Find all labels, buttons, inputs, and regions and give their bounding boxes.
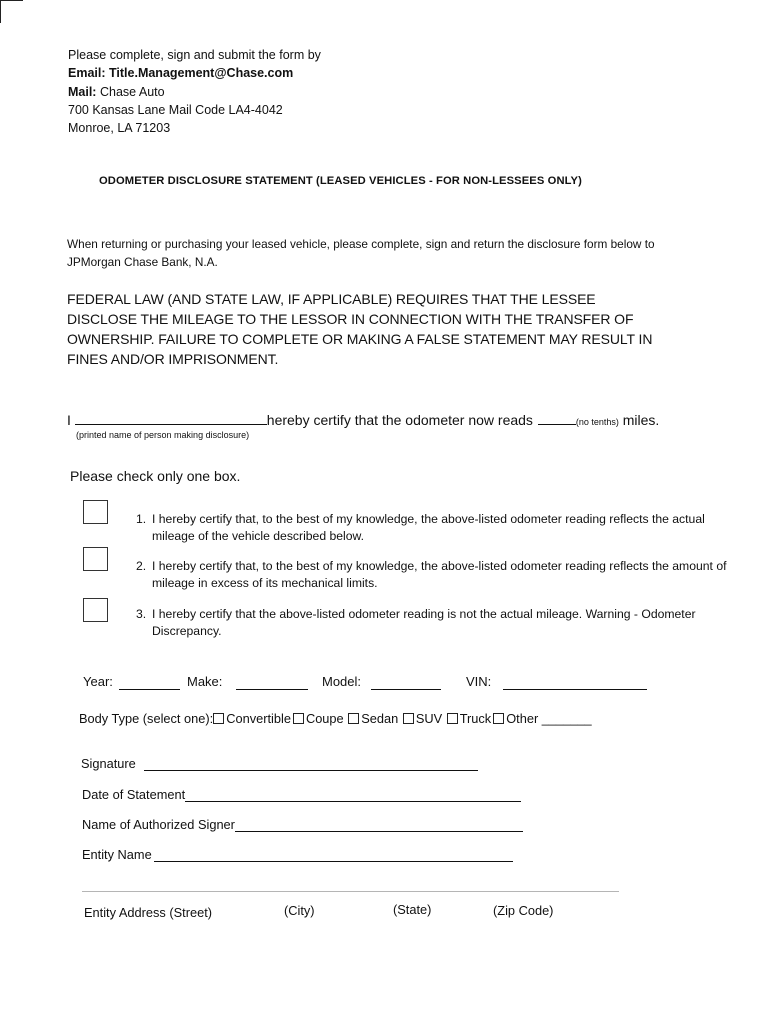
option-2 — [136, 558, 726, 592]
signature-field[interactable] — [144, 756, 478, 771]
street-label: Entity Address (Street) — [84, 905, 213, 920]
entity-address-field[interactable] — [82, 891, 619, 892]
body-type-label: Body Type (select one): — [79, 711, 214, 726]
signature-label: Signature — [81, 756, 136, 771]
check-instruction: Please check only one box. — [70, 468, 241, 484]
option-text: I hereby certify that the above-listed odometer reading is not the actual mileage. Warning - Odometer Discrepancy. — [152, 607, 696, 638]
make-label: Make: — [187, 674, 223, 689]
body-type-row — [79, 711, 592, 726]
make-field[interactable] — [236, 675, 308, 690]
submission-header — [68, 46, 321, 137]
model-label: Model: — [322, 674, 362, 689]
option-text: I hereby certify that, to the best of my knowledge, the above-listed odometer reading reflects the actual mileage of the vehicle described below. — [152, 512, 705, 543]
entity-name-field[interactable] — [154, 847, 513, 862]
body-option-sedan: Sedan — [361, 711, 399, 726]
certification-line — [67, 410, 659, 428]
date-field[interactable] — [185, 787, 521, 802]
option-1-checkbox[interactable] — [83, 500, 108, 524]
odometer-reading-field[interactable] — [538, 410, 576, 425]
convertible-checkbox[interactable] — [213, 713, 224, 724]
option-number: 3. — [136, 607, 147, 621]
address-line-2: Monroe, LA 71203 — [68, 121, 171, 136]
body-option-convertible: Convertible — [226, 711, 291, 726]
no-tenths-note: (no tenths) — [575, 417, 619, 427]
address-line-1: 700 Kansas Lane Mail Code LA4-4042 — [68, 102, 283, 117]
date-label: Date of Statement — [82, 787, 186, 802]
option-number: 2. — [136, 559, 147, 573]
option-number: 1. — [136, 512, 147, 526]
body-option-coupe: Coupe — [305, 711, 344, 726]
legal-notice: FEDERAL LAW (AND STATE LAW, IF APPLICABLE) REQUIRES THAT THE LESSEE DISCLOSE THE MILEAGE TO THE LESSOR IN CONNECTION WITH THE TRANSFER OF OWNERSHIP. FAILURE TO COMPLETE OR MAKING A FALSE STATEMENT MAY RESULT IN FINES AND/OR IMPRISONMENT. — [67, 291, 653, 367]
printed-name-caption: (printed name of person making disclosure) — [76, 430, 250, 440]
mail-line — [68, 83, 321, 101]
vin-label: VIN: — [466, 674, 492, 689]
cert-suffix: miles. — [622, 412, 660, 428]
page-corner-mark — [0, 0, 23, 23]
cert-middle-text: hereby certify that the odometer now reads — [266, 412, 533, 428]
email-label: Email: — [68, 66, 106, 81]
other-checkbox[interactable] — [493, 713, 504, 724]
state-label: (State) — [393, 902, 432, 917]
entity-name-label: Entity Name — [82, 847, 152, 862]
truck-checkbox[interactable] — [447, 713, 458, 724]
printed-name-field[interactable] — [75, 410, 267, 425]
form-title: ODOMETER DISCLOSURE STATEMENT (LEASED VEHICLES - FOR NON-LESSEES ONLY) — [99, 175, 582, 187]
coupe-checkbox[interactable] — [293, 713, 304, 724]
suv-checkbox[interactable] — [403, 713, 414, 724]
option-3 — [136, 606, 716, 640]
city-label: (City) — [284, 903, 315, 918]
submission-intro: Please complete, sign and submit the form by — [68, 48, 321, 62]
body-option-truck: Truck — [459, 711, 492, 726]
intro-paragraph: When returning or purchasing your leased vehicle, please complete, sign and return the disclosure form below to JPMorgan Chase Bank, N.A. — [67, 237, 655, 269]
option-text: I hereby certify that, to the best of my knowledge, the above-listed odometer reading reflects the amount of mileage in excess of its mechanical limits. — [152, 559, 727, 590]
zip-label: (Zip Code) — [493, 903, 554, 918]
authorized-signer-field[interactable] — [235, 817, 523, 832]
authorized-signer-label: Name of Authorized Signer — [82, 817, 235, 832]
body-option-other: Other — [506, 711, 539, 726]
other-blank[interactable]: _______ — [541, 711, 592, 726]
email-address: Title.Management@Chase.com — [109, 66, 294, 81]
vin-field[interactable] — [503, 675, 647, 690]
email-line — [68, 64, 321, 82]
year-label: Year: — [83, 674, 113, 689]
mail-label: Mail: — [68, 84, 97, 99]
year-field[interactable] — [119, 675, 180, 690]
option-1 — [136, 511, 716, 545]
cert-prefix: I — [67, 412, 71, 428]
model-field[interactable] — [371, 675, 441, 690]
option-2-checkbox[interactable] — [83, 547, 108, 571]
option-3-checkbox[interactable] — [83, 598, 108, 622]
sedan-checkbox[interactable] — [348, 713, 359, 724]
body-option-suv: SUV — [415, 711, 443, 726]
mail-recipient: Chase Auto — [99, 84, 165, 99]
